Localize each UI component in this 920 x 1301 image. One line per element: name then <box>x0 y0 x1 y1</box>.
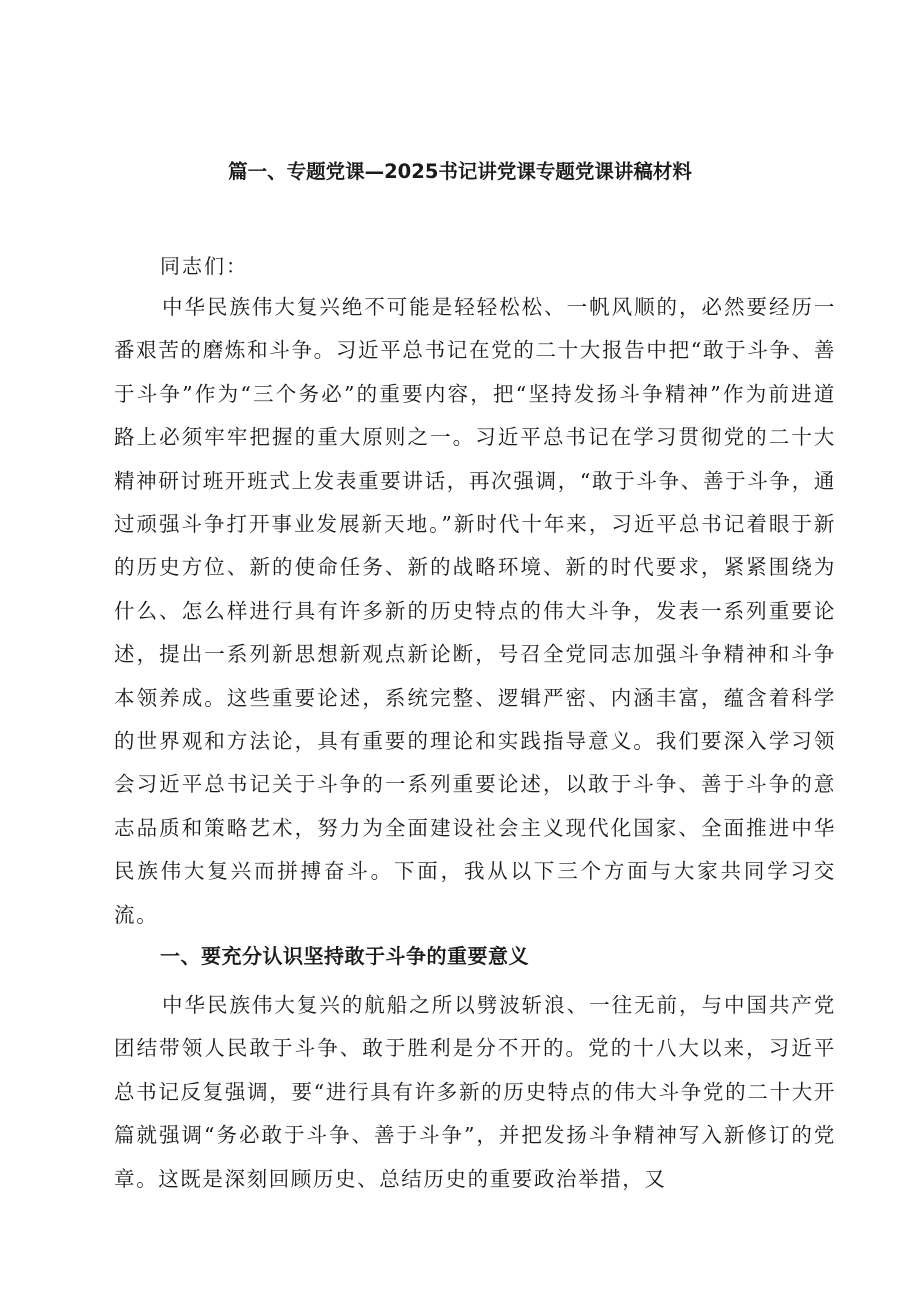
salutation: 同志们： <box>160 254 248 278</box>
document-title: 篇一、专题党课—2025书记讲党课专题党课讲稿材料 <box>228 160 692 183</box>
section-heading: 一、要充分认识坚持敢于斗争的重要意义 <box>160 944 529 968</box>
section-paragraph: 中华民族伟大复兴的航船之所以劈波斩浪、一往无前，与中国共产党团结带领人民敢于斗争、敢于胜利是分不开的。党的十八大以来，习近平总书记反复强调，要“进行具有许多新的历史特点的伟大斗争党的二十大开篇就强调“务必敢于斗争、善于斗争”，并把发扬斗争精神写入新修订的党章。这既是深刻回顾历史、总结历史的重要政治举措，又 <box>114 993 836 1191</box>
body-paragraph: 中华民族伟大复兴绝不可能是轻轻松松、一帆风顺的，必然要经历一番艰苦的磨炼和斗争。习近平总书记在党的二十大报告中把“敢于斗争、善于斗争”作为“三个务必”的重要内容，把“坚持发扬斗争精神”作为前进道路上必须牢牢把握的重大原则之一。习近平总书记在学习贯彻党的二十大精神研讨班开班式上发表重要讲话，再次强调，“敢于斗争、善于斗争，通过顽强斗争打开事业发展新天地。”新时代十年来，习近平总书记着眼于新的历史方位、新的使命任务、新的战略环境、新的时代要求，紧紧围绕为什么、怎么样进行具有许多新的历史特点的伟大斗争，发表一系列重要论述，提出一系列新思想新观点新论断，号召全党同志加强斗争精神和斗争本领养成。这些重要论述，系统完整、逻辑严密、内涵丰富，蕴含着科学的世界观和方法论，具有重要的理论和实践指导意义。我们要深入学习领会习近平总书记关于斗争的一系列重要论述，以敢于斗争、善于斗争的意志品质和策略艺术，努力为全面建设社会主义现代化国家、全面推进中华民族伟大复兴而拼搏奋斗。下面，我从以下三个方面与大家共同学习交流。 <box>114 295 836 927</box>
